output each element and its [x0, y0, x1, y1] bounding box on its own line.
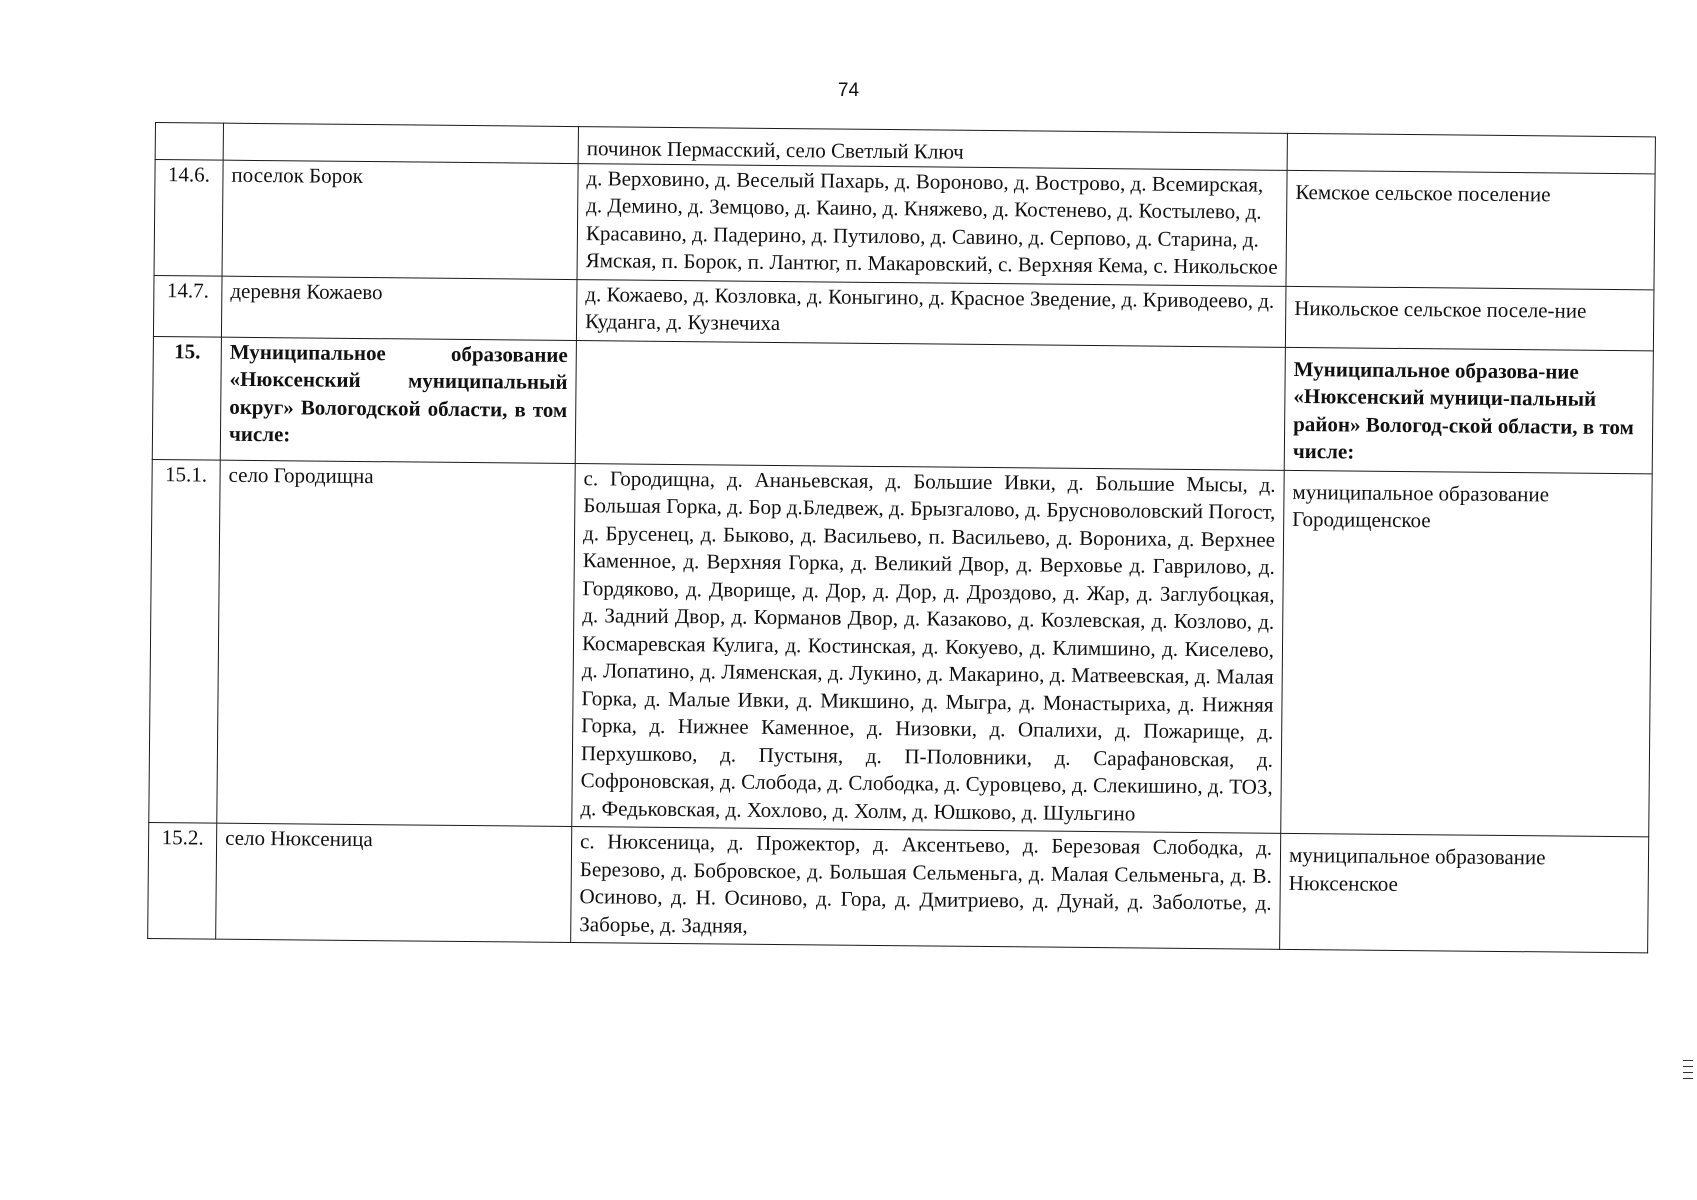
municipality-cell: Кемское сельское поселение [1286, 170, 1655, 290]
margin-tick [1683, 1066, 1693, 1067]
localities-list-cell [575, 340, 1285, 470]
municipality-cell: муниципальное образование Городищенское [1281, 470, 1652, 837]
localities-list-cell: д. Кожаево, д. Козловка, д. Коныгино, д. Красное Зведение, д. Криводеево, д. Куданга, д. Кузнечиха [576, 279, 1286, 347]
localities-list-cell: с. Городищна, д. Ананьевская, д. Большие Ивки, д. Большие Мысы, д. Большая Горка, д. Бор д.Бледвеж, д. Брызгалово, д. Брусноволовский Погост, д. Брусенец, д. Быково, д. Васильево, п. Васильево, д. Ворониха, д. Верхнее Каменное, д. Верхняя Горка, д. Великий Двор, д. Верховье д. Гаврилово, д. Гордяково, д. Дворище, д. Дор, д. Дор, д. Дроздово, д. Жар, д. Заглубоцкая, д. Задний Двор, д. Корманов Двор, д. Казаково, д. Козлевская, д. Козлово, д. Космаревская Кулига, д. Костинская, д. Кокуево, д. Климшино, д. Киселево, д. Лопатино, д. Ляменская, д. Лукино, д. Макарино, д. Матвеевская, д. Малая Горка, д. Малые Ивки, д. Микшино, д. Мыгра, д. Монастыриха, д. Нижняя Горка, д. Нижнее Каменное, д. Низовки, д. Опалихи, д. Пожарище, д. Перхушково, д. Пустыня, д. П-Половники, д. Сарафановская, д. Софроновская, д. Слобода, д. Слободка, д. Суровцево, д. Слекишино, д. ТОЗ, д. Федьковская, д. Хохлово, д. Холм, д. Юшково, д. Шульгино [572, 463, 1284, 833]
localities-list-cell: с. Нюксеница, д. Прожектор, д. Аксентьево, д. Березовая Слободка, д. Березово, д. Бобровское, д. Большая Сельменьга, д. Малая Сельменьга, д. В. Осиново, д. Н. Осиново, д. Гора, д. Дмитриево, д. Дунай, д. Заболотье, д. Заборье, д. Задняя, [571, 827, 1281, 950]
settlements-table [147, 122, 1656, 953]
page-number: 74 [837, 80, 860, 101]
municipality-cell: муниципальное образование Нюксенское [1280, 833, 1649, 953]
municipality-cell: Муниципальное образова-ние «Нюксенский муници-пальный район» Вологод-ской области, в том числе: [1284, 347, 1653, 474]
settlement-name-cell: село Нюксеница [216, 823, 572, 942]
table-row [148, 822, 1649, 952]
settlement-name-cell: село Городищна [217, 460, 575, 827]
settlement-name-cell: поселок Борок [222, 160, 578, 279]
settlement-name-cell: Муниципальное образование «Нюксенский муниципальный округ» Вологодской области, в том числе: [220, 337, 576, 463]
settlement-name-cell: деревня Кожаево [221, 276, 577, 340]
table-row [149, 459, 1652, 837]
municipality-cell [1287, 133, 1655, 173]
row-number-cell: 15. [152, 336, 221, 460]
localities-list-cell: д. Верховино, д. Веселый Пахарь, д. Вороново, д. Вострово, д. Всемирская, д. Демино, д. Земцово, д. Каино, д. Княжево, д. Костенево, д. Костылево, д. Красавино, д. Падерино, д. Путилово, д. Савино, д. Серпово, д. Старина, д. Ямская, п. Борок, п. Лантюг, п. Макаровский, с. Верхняя Кема, с. Никольское [577, 163, 1287, 286]
scan-margin-marks [1683, 1060, 1693, 1084]
table-row [152, 336, 1653, 473]
row-number-cell: 15.2. [148, 822, 217, 939]
margin-tick [1683, 1078, 1693, 1079]
localities-list-cell: починок Пермасский, село Светлый Ключ [578, 127, 1287, 170]
row-number-cell: 14.6. [154, 159, 223, 276]
row-number-cell: 15.1. [149, 459, 220, 823]
settlement-name-cell [223, 123, 578, 163]
row-number-cell [155, 123, 223, 160]
margin-tick [1683, 1072, 1693, 1073]
margin-tick [1683, 1060, 1693, 1061]
row-number-cell: 14.7. [153, 275, 222, 337]
table-row [154, 159, 1655, 289]
municipality-cell: Никольское сельское поселе-ние [1285, 286, 1654, 351]
